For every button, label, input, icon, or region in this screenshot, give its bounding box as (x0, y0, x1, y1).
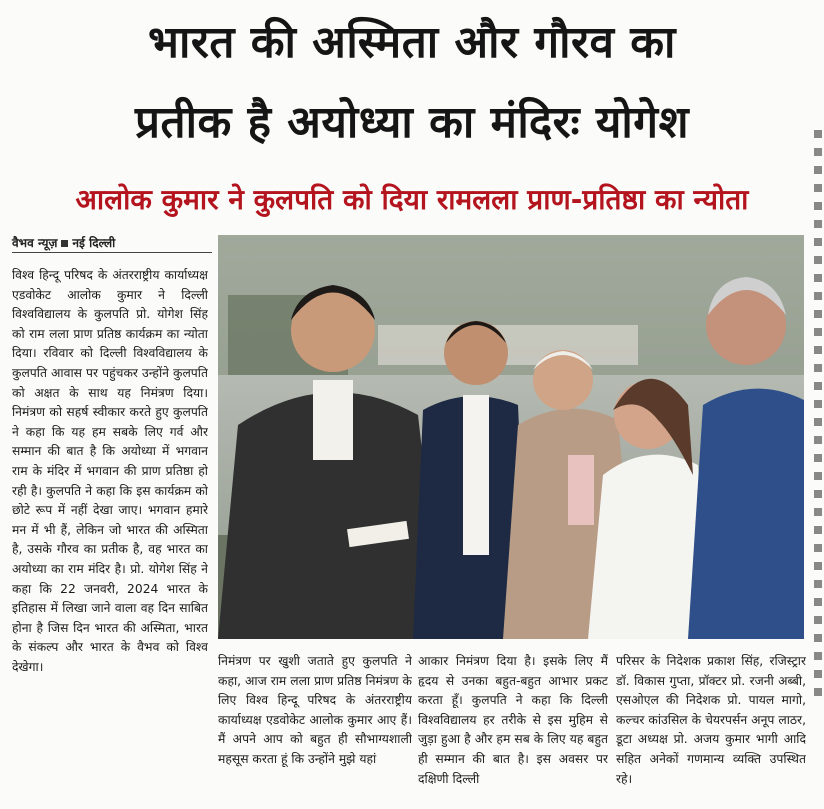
article-column-2: निमंत्रण पर खुशी जताते हुए कुलपति ने कहा, आज राम लला प्राण प्रतिष्ठ निमंत्रण के लिए विश्व हिन्दू परिषद के अंतरराष्ट्रीय कार्याध्यक्ष एडवोकेट आलोक कुमार आए हैं। मैं अपने आप को बहुत ही सौभाग्यशाली महसूस करता हूं कि उन्होंने मुझे यहां (218, 654, 412, 766)
news-photo (218, 235, 804, 639)
article-column-1: विश्व हिन्दू परिषद के अंतरराष्ट्रीय कार्याध्यक्ष एडवोकेट आलोक कुमार ने दिल्ली विश्वविद्यालय के कुलपति प्रो. योगेश सिंह को राम लला प्राण प्रतिष्ठ कार्यक्रम का न्योता दिया। रविवार को दिल्ली विश्वविद्यालय के कुलपति आवास पर पहुंचकर उन्होंने कुलपति को अक्षत के साथ यह निमंत्रण दिया। निमंत्रण को सहर्ष स्वीकार करते हुए कुलपति ने कहा कि यह हम सबके लिए गर्व और सम्मान की बात है कि अयोध्या में भगवान राम के मंदिर में भगवान की प्राण प्रतिष्ठा हो रही है। कुलपति ने कहा कि इस कार्यक्रम को छोटे रूप में नहीं देखा जाए। भगवान हमारे मन में भी हैं, लेकिन जो भारत की अस्मिता है, उसके गौरव का प्रतीक है, वह भारत का अयोध्या का राम मंदिर है। प्रो. योगेश सिंह ने कहा कि 22 जनवरी, 2024 भारत के इतिहास में लिखा जाने वाला वह दिन साबित होना है जिस दिन भारत की अस्मिता, भारत के संकल्प और भारत के वैभव को विश्व देखेगा। (12, 268, 208, 674)
photo-group-icon (218, 235, 804, 639)
byline-rule (12, 252, 212, 253)
headline-line-1: भारत की अस्मिता और गौरव का (148, 17, 676, 68)
byline (12, 234, 115, 251)
headline (0, 14, 824, 152)
adjacent-column-edge (812, 120, 824, 809)
byline-place: नई दिल्ली (72, 236, 116, 250)
article-column-4: परिसर के निदेशक प्रकाश सिंह, रजिस्ट्रार डॉ. विकास गुप्ता, प्रॉक्टर प्रो. रजनी अब्बी, एसओएल की निदेशक प्रो. पायल मागो, कल्चर कांउसिल के चेयरपर्सन अनूप लाठर, डूटा अध्यक्ष प्रो. अजय कुमार भागी आदि सहित अनेकों गणमान्य व्यक्ति उपस्थित रहे। (616, 654, 806, 786)
headline-line-2: प्रतीक है अयोध्या का मंदिरः योगेश (134, 97, 689, 148)
subheadline: आलोक कुमार ने कुलपति को दिया रामलला प्राण-प्रतिष्ठा का न्योता (75, 183, 749, 216)
article-column-3: आकार निमंत्रण दिया है। इसके लिए मैं हृदय से उनका बहुत-बहुत आभार प्रकट करता हूँ। कुलपति ने कहा कि दिल्ली विश्वविद्यालय हर तरीके से इस मुहिम से जुड़ा हुआ है और हम सब के लिए यह बहुत ही सम्मान की बात है। इस अवसर पर दक्षिणी दिल्ली (418, 654, 608, 786)
square-bullet-icon (61, 240, 68, 247)
byline-agency: वैभव न्यूज़ (12, 236, 58, 250)
